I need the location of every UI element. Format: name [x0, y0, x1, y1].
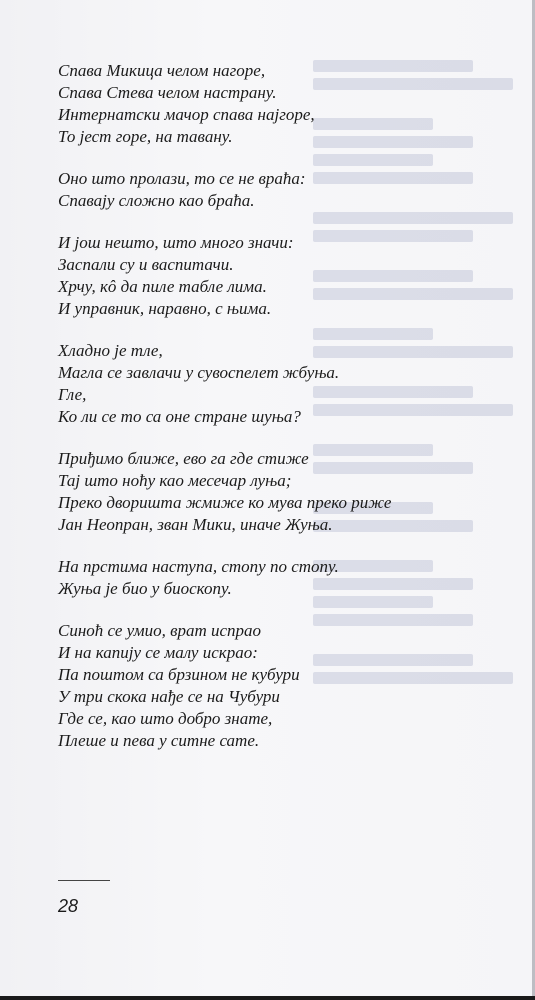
poem-line: И управник, наравно, с њима. [58, 299, 272, 318]
poem-line: Ко ли се то са оне стране шуња? [58, 407, 301, 426]
poem-line: Гле, [58, 385, 87, 404]
poem-line: Преко дворишта жмиже ко мува преко риже [58, 493, 392, 512]
poem-line: На прстима наступа, стопу по стопу. [58, 557, 339, 576]
poem-line: Спава Микица челом нагоре, [58, 61, 266, 80]
poem-line: Тај што ноћу као месечар луња; [58, 471, 292, 490]
page-bottom-edge [0, 996, 535, 1000]
poem-body [58, 60, 392, 772]
poem-line: Магла се завлачи у сувоспелет жбуња. [58, 363, 340, 382]
poem-line: Хладно је тле, [58, 341, 163, 360]
stanza [58, 448, 392, 536]
stanza [58, 232, 358, 320]
poem-line: И на капију се малу искрао: [58, 643, 258, 662]
poem-line: Јан Неопран, зван Мики, иначе Жуња. [58, 515, 333, 534]
poem-line: Спавају сложно као браћа. [58, 191, 255, 210]
poem-line: Оно што пролази, то се не враћа: [58, 169, 306, 188]
poem-line: Заспали су и васпитачи. [58, 255, 234, 274]
stanza [58, 168, 358, 212]
poem-line: Синоћ се умио, врат испрао [58, 621, 262, 640]
poem-line: Па поштом са брзином не кубури [58, 665, 300, 684]
footer-rule [58, 880, 110, 881]
poem-line: Где се, као што добро знате, [58, 709, 273, 728]
stanza [58, 60, 358, 148]
poem-line: Хрчу, кô да пиле табле лима. [58, 277, 267, 296]
poem-line: Спава Стева челом настрану. [58, 83, 277, 102]
poem-line: Плеше и пева у ситне сате. [58, 731, 260, 750]
poem-line: То јест горе, на тавану. [58, 127, 233, 146]
poem-line: У три скока нађе се на Чубури [58, 687, 280, 706]
poem-line: Жуња је био у биоскопу. [58, 579, 232, 598]
page-number: 28 [58, 896, 79, 916]
poem-line: И још нешто, што много значи: [58, 233, 294, 252]
stanza [58, 340, 358, 428]
poem-line: Интернатски мачор спава најгоре, [58, 105, 315, 124]
stanza [58, 620, 358, 752]
poem-line: Приђимо ближе, ево га где стиже [58, 449, 309, 468]
stanza [58, 556, 358, 600]
